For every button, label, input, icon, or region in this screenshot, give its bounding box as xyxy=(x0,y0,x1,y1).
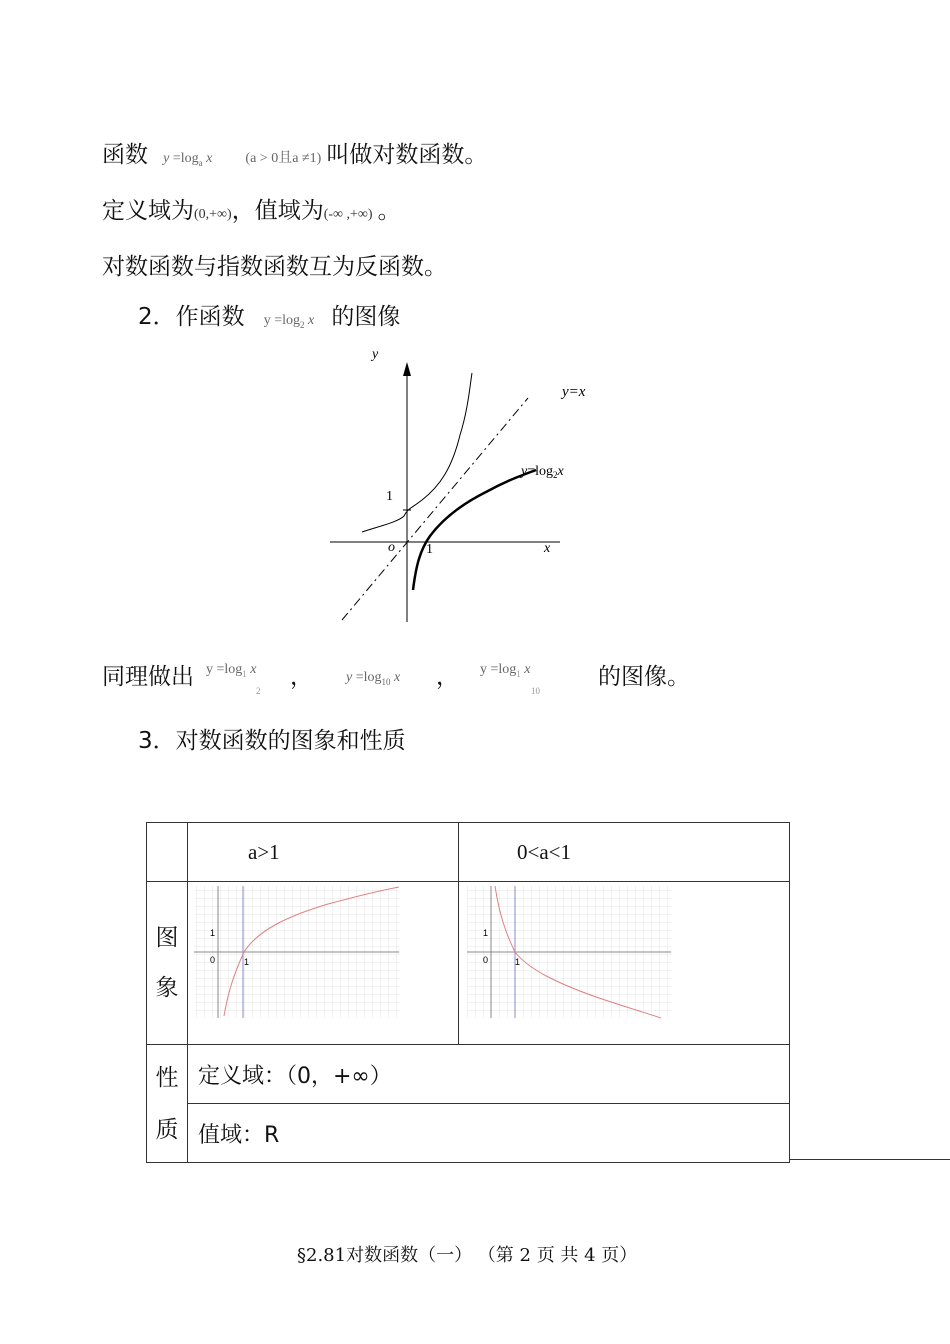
curve-label: $y=\log_2x$ xyxy=(521,464,564,480)
log2-formula: $y =\log_2$ x xyxy=(263,313,315,330)
range-value: (-∞ ,+∞) xyxy=(323,207,373,222)
graph-a-lt-1-cell xyxy=(459,882,790,1045)
log-properties-table xyxy=(146,822,790,1163)
graph-a-gt-1 xyxy=(188,882,458,1040)
section-2-suffix: 的图像 xyxy=(331,304,401,330)
y-axis-label: y xyxy=(372,347,379,362)
similar-graphs-prefix: 同理做出 xyxy=(102,664,194,690)
mini-zero: 0 xyxy=(210,955,216,965)
y-one-label: 1 xyxy=(386,489,393,504)
definition-prefix: 函数 xyxy=(102,142,148,168)
y-axis-arrow xyxy=(403,362,411,376)
graph-row xyxy=(147,882,790,1045)
corner-cell xyxy=(147,823,188,882)
log2-graph xyxy=(320,340,620,630)
base-condition: (a > 0且a ≠1) xyxy=(245,151,322,166)
log10-formula: $y =\log_{10}$ x xyxy=(346,670,401,687)
section-2-title: 2．作函数 xyxy=(138,304,245,330)
similar-graphs-suffix: 的图像。 xyxy=(598,664,690,690)
line-label: y=x xyxy=(562,384,586,400)
table-header-row xyxy=(147,823,790,882)
range-cell: 值域：R xyxy=(188,1104,790,1163)
graph-a-gt-1-cell xyxy=(188,882,459,1045)
domain-cell: 定义域：（0，+∞） xyxy=(188,1045,790,1104)
graph-a-lt-1 xyxy=(459,882,789,1040)
range-prefix: ，值域为 xyxy=(231,198,324,224)
range-row xyxy=(147,1104,790,1163)
log-half-denominator: 2 xyxy=(256,686,261,696)
domain-range-suffix: 。 xyxy=(377,198,401,224)
props-row-label xyxy=(147,1045,188,1163)
mini-one-x: 1 xyxy=(244,957,250,967)
comma-1: ， xyxy=(290,664,313,690)
definition-line xyxy=(102,136,487,169)
mini-one-y-2: 1 xyxy=(483,928,489,938)
graph-row-label xyxy=(147,882,188,1045)
header-a-lt-1: 0<a<1 xyxy=(459,823,790,882)
log2-curve xyxy=(413,470,536,590)
graph-label-char-2: 象 xyxy=(155,975,179,1001)
x-one-label: 1 xyxy=(426,542,433,557)
log-half-formula: $y =\log_1$ x xyxy=(206,662,257,679)
table-extension-line xyxy=(790,1159,950,1160)
inverse-function-note: 对数函数与指数函数互为反函数。 xyxy=(102,254,447,280)
section-2-heading xyxy=(138,298,400,331)
log-tenth-formula: $y =\log_1$ x xyxy=(480,662,531,679)
log-a-formula: $y =\log_a$ x xyxy=(163,151,213,168)
comma-2: ， xyxy=(436,664,459,690)
definition-suffix: 叫做对数函数。 xyxy=(326,142,488,168)
domain-row xyxy=(147,1045,790,1104)
props-label-char-1: 性 xyxy=(155,1064,179,1091)
props-label-char-2: 质 xyxy=(155,1116,179,1143)
domain-prefix: 定义域为 xyxy=(102,198,194,224)
log-tenth-denominator: 10 xyxy=(531,686,540,696)
mini-one-x-2: 1 xyxy=(515,957,521,967)
domain-range-line xyxy=(102,192,401,225)
section-3-title: 3．对数函数的图象和性质 xyxy=(138,728,406,754)
exponential-curve xyxy=(362,373,472,532)
header-a-gt-1: a>1 xyxy=(188,823,459,882)
x-axis-label: x xyxy=(544,541,551,556)
mini-one-y: 1 xyxy=(210,928,216,938)
graph-label-char-1: 图 xyxy=(155,925,179,951)
domain-value: (0,+∞) xyxy=(194,207,232,222)
page-footer: §2.81对数函数（一） （第 2 页 共 4 页） xyxy=(297,1245,638,1266)
line-y-equals-x xyxy=(342,398,528,620)
origin-label: o xyxy=(388,540,395,555)
mini-zero-2: 0 xyxy=(483,955,489,965)
